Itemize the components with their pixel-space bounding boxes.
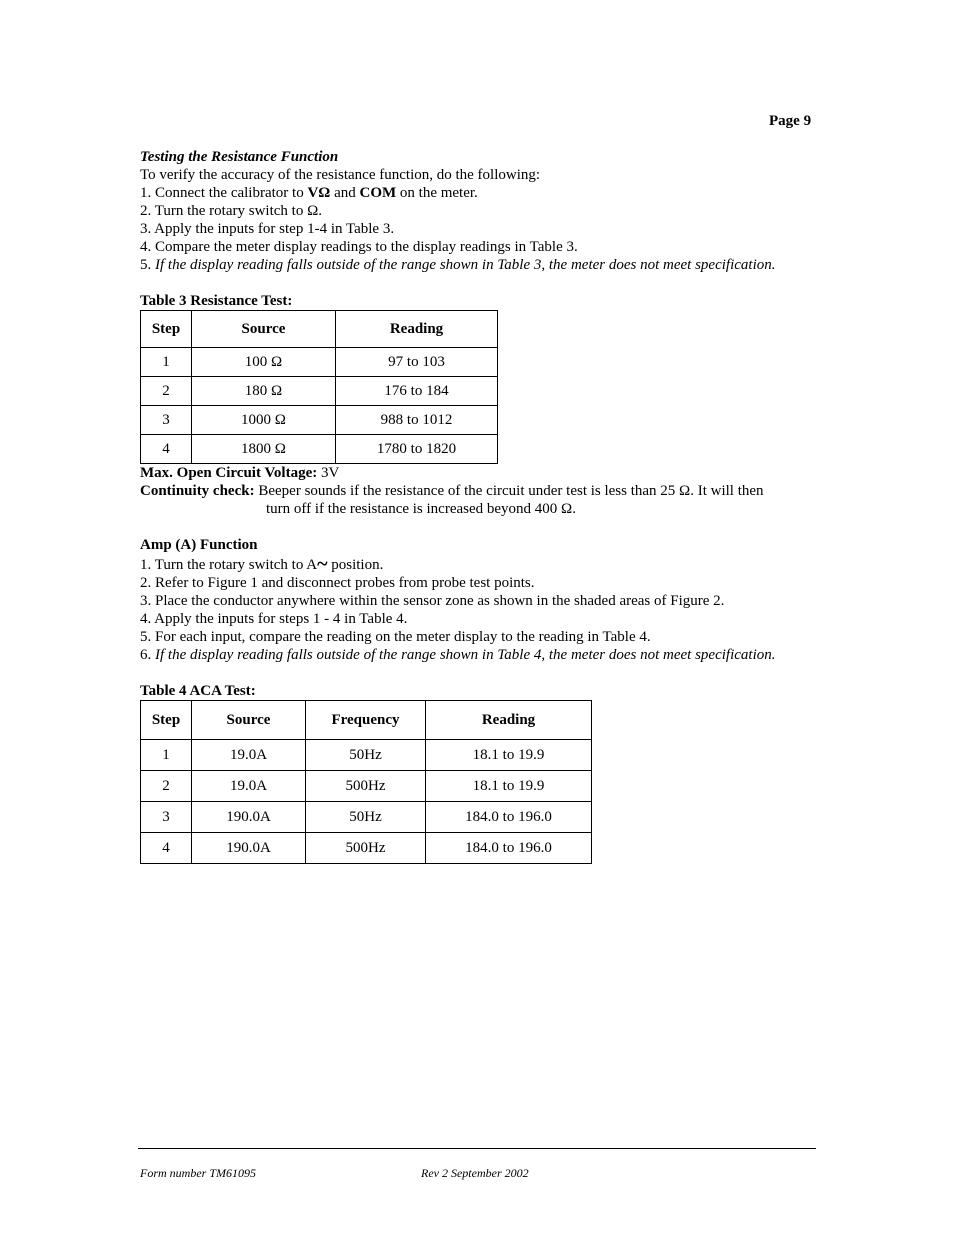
table-row xyxy=(141,771,592,802)
ac-tilde-icon: ~ xyxy=(317,553,328,575)
page-number: Page 9 xyxy=(769,113,812,129)
continuity-check-continued: turn off if the resistance is increased beyond 400 Ω. xyxy=(266,501,576,517)
cell-reading: 18.1 to 19.9 xyxy=(426,771,592,802)
cell-frequency: 500Hz xyxy=(306,833,426,864)
table-row xyxy=(141,740,592,771)
column-header-reading: Reading xyxy=(426,701,592,740)
vohm-terminal: VΩ xyxy=(307,185,331,201)
max-open-circuit-voltage: Max. Open Circuit Voltage: 3V xyxy=(140,465,340,481)
cell-source: 1000 Ω xyxy=(192,406,336,435)
cell-step: 4 xyxy=(141,435,192,464)
cell-reading: 97 to 103 xyxy=(336,348,498,377)
table4-caption: Table 4 ACA Test: xyxy=(140,683,256,699)
cell-step: 3 xyxy=(141,802,192,833)
cell-frequency: 500Hz xyxy=(306,771,426,802)
column-header-source: Source xyxy=(192,701,306,740)
column-header-frequency: Frequency xyxy=(306,701,426,740)
cell-source: 180 Ω xyxy=(192,377,336,406)
cell-frequency: 50Hz xyxy=(306,802,426,833)
amp-step-3: 3. Place the conductor anywhere within the sensor zone as shown in the shaded areas of Figure 2. xyxy=(140,593,725,609)
cell-step: 3 xyxy=(141,406,192,435)
cell-source: 190.0A xyxy=(192,802,306,833)
cell-step: 1 xyxy=(141,348,192,377)
cell-reading: 184.0 to 196.0 xyxy=(426,833,592,864)
footer-divider xyxy=(138,1148,816,1149)
resistance-step-5: 5. If the display reading falls outside of the range shown in Table 3, the meter does not meet specification. xyxy=(140,257,776,273)
cell-step: 4 xyxy=(141,833,192,864)
cell-reading: 18.1 to 19.9 xyxy=(426,740,592,771)
cell-source: 1800 Ω xyxy=(192,435,336,464)
table-row xyxy=(141,348,498,377)
amp-step-5: 5. For each input, compare the reading on the meter display to the reading in Table 4. xyxy=(140,629,651,645)
table-row xyxy=(141,406,498,435)
table-row xyxy=(141,435,498,464)
cell-reading: 184.0 to 196.0 xyxy=(426,802,592,833)
column-header-step: Step xyxy=(141,701,192,740)
com-terminal: COM xyxy=(359,185,397,201)
aca-test-table xyxy=(140,700,592,864)
resistance-section-title: Testing the Resistance Function xyxy=(140,149,339,165)
page-content xyxy=(140,148,830,864)
column-header-source: Source xyxy=(192,311,336,348)
amp-step-1: 1. Turn the rotary switch to A~ position. xyxy=(140,553,384,575)
table-row xyxy=(141,833,592,864)
resistance-step-3: 3. Apply the inputs for step 1-4 in Table 3. xyxy=(140,221,395,237)
cell-step: 2 xyxy=(141,771,192,802)
footer-revision: Rev 2 September 2002 xyxy=(421,1166,529,1180)
cell-source: 190.0A xyxy=(192,833,306,864)
resistance-step-4: 4. Compare the meter display readings to the display readings in Table 3. xyxy=(140,239,578,255)
column-header-reading: Reading xyxy=(336,311,498,348)
table-header-row xyxy=(141,701,592,740)
continuity-check: Continuity check: Beeper sounds if the resistance of the circuit under test is less than 25 Ω. It will then xyxy=(140,483,764,499)
table-row xyxy=(141,802,592,833)
cell-source: 19.0A xyxy=(192,740,306,771)
resistance-test-table xyxy=(140,310,498,464)
cell-reading: 1780 to 1820 xyxy=(336,435,498,464)
table-header-row xyxy=(141,311,498,348)
cell-source: 100 Ω xyxy=(192,348,336,377)
amp-step-4: 4. Apply the inputs for steps 1 - 4 in Table 4. xyxy=(140,611,408,627)
amp-section-title: Amp (A) Function xyxy=(140,537,258,553)
table3-caption: Table 3 Resistance Test: xyxy=(140,293,293,309)
footer-form-number: Form number TM61095 xyxy=(140,1166,256,1180)
resistance-step-2: 2. Turn the rotary switch to Ω. xyxy=(140,203,322,219)
amp-step-2: 2. Refer to Figure 1 and disconnect probes from probe test points. xyxy=(140,575,535,591)
cell-source: 19.0A xyxy=(192,771,306,802)
cell-frequency: 50Hz xyxy=(306,740,426,771)
cell-reading: 176 to 184 xyxy=(336,377,498,406)
cell-step: 1 xyxy=(141,740,192,771)
resistance-intro: To verify the accuracy of the resistance function, do the following: xyxy=(140,167,541,183)
resistance-step-1: 1. Connect the calibrator to VΩ and COM on the meter. xyxy=(140,185,478,201)
column-header-step: Step xyxy=(141,311,192,348)
table-row xyxy=(141,377,498,406)
cell-reading: 988 to 1012 xyxy=(336,406,498,435)
amp-step-6: 6. If the display reading falls outside of the range shown in Table 4, the meter does not meet specification. xyxy=(140,647,776,663)
cell-step: 2 xyxy=(141,377,192,406)
